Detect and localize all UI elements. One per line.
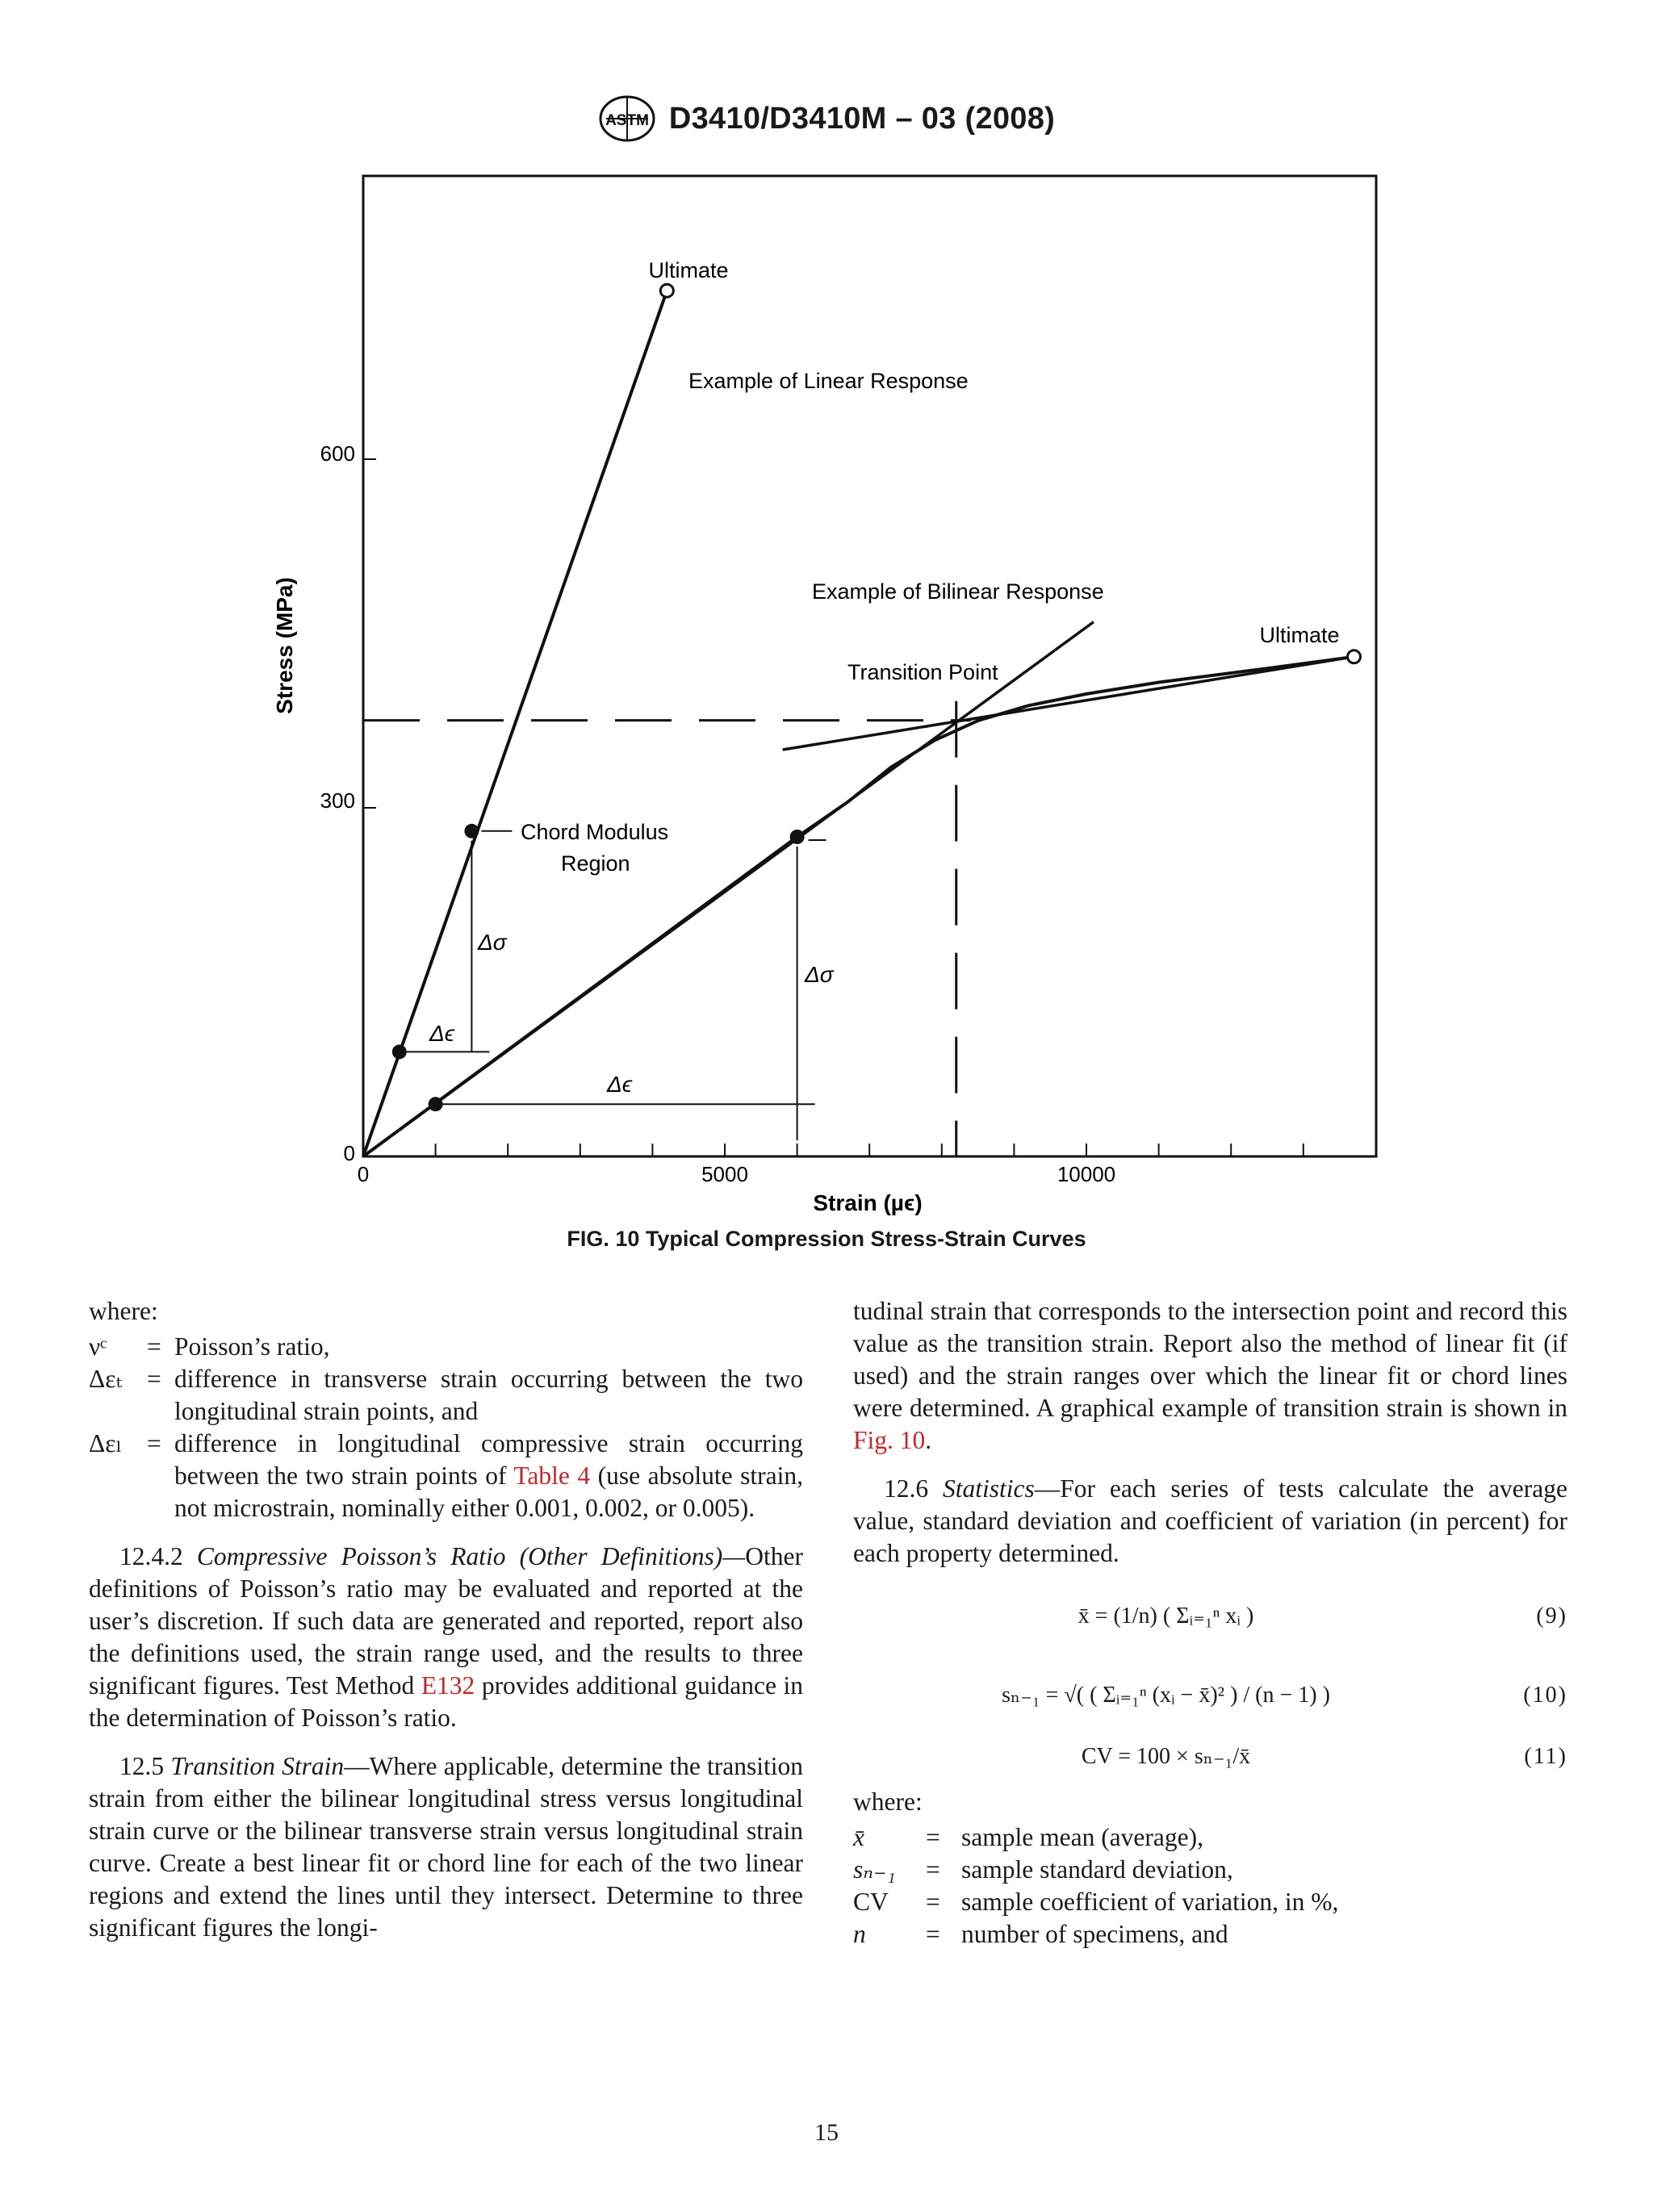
definition-transverse-strain — [89, 1363, 803, 1428]
equation-body: x̄ = (1/n) ( Σᵢ₌₁ⁿ xᵢ ) — [1078, 1604, 1254, 1629]
paragraph-text-b: . — [925, 1426, 932, 1454]
definition-text: difference in transverse strain occurring between the two longitudinal strain points, and — [174, 1365, 803, 1425]
delta-sigma-label-bilinear: Δσ — [805, 962, 834, 987]
definition-text — [174, 1428, 803, 1524]
y-tick-label-300: 300 — [320, 788, 355, 813]
delta-epsilon-label-linear: Δϵ — [429, 1021, 455, 1046]
symbol-nu-c: νᶜ — [89, 1332, 107, 1361]
definition-text: sample coefficient of variation, in %, — [961, 1888, 1339, 1916]
ultimate-point-marker — [1348, 650, 1361, 663]
equals-sign: = — [926, 1823, 940, 1851]
chord-region-label: Region — [561, 851, 630, 876]
equals-sign: = — [926, 1888, 940, 1916]
symbol-delta-eps-t: Δεₜ — [89, 1365, 123, 1393]
equation-9 — [853, 1586, 1567, 1649]
filled-data-point — [429, 1097, 443, 1111]
symbol-cv: CV — [853, 1888, 889, 1916]
filled-data-point — [392, 1044, 407, 1059]
section-number: 12.6 — [884, 1474, 943, 1503]
section-title: Statistics — [942, 1474, 1035, 1503]
fig-10-link[interactable]: Fig. 10 — [853, 1426, 926, 1454]
where-label: where: — [89, 1297, 158, 1325]
table-4-link[interactable]: Table 4 — [513, 1461, 591, 1490]
definition-text: Poisson’s ratio, — [174, 1332, 330, 1361]
paragraph-text-a: Other definitions of Poisson’s ratio may be evaluated and reported at the user’s discretion. If such data are generated and reported, report also the definitions used, the strain range used, and the results to three significant figures. Test Method — [89, 1542, 803, 1700]
transition-point-label: Transition Point — [847, 660, 998, 684]
definition-text: number of specimens, and — [961, 1920, 1228, 1948]
figure-caption: FIG. 10 Typical Compression Stress-Strain Curves — [567, 1227, 1086, 1251]
equals-sign: = — [147, 1365, 161, 1393]
section-title: Compressive Poisson’s Ratio (Other Definitions)— — [196, 1542, 746, 1570]
x-axis-label: Strain (µϵ) — [813, 1190, 923, 1215]
chord-modulus-label: Chord Modulus — [521, 820, 669, 844]
equals-sign: = — [147, 1332, 161, 1361]
paragraph-text: —For each series of tests calculate the average value, standard deviation and coefficient of variation (in percent) for each property determined. — [853, 1474, 1567, 1567]
delta-epsilon-label-bilinear: Δϵ — [607, 1072, 633, 1097]
data-markers — [392, 284, 1361, 1111]
paragraph-12-5 — [89, 1750, 803, 1944]
equation-11 — [853, 1736, 1567, 1786]
filled-data-point — [464, 824, 479, 838]
section-number: 12.5 — [119, 1752, 171, 1780]
x-tick-label-10000: 10000 — [1057, 1162, 1116, 1186]
definition-text: sample mean (average), — [961, 1823, 1203, 1851]
paragraph-12-5-continued — [853, 1295, 1567, 1457]
definition-text: sample standard deviation, — [961, 1855, 1233, 1884]
equals-sign: = — [926, 1920, 940, 1948]
right-column — [853, 1295, 1567, 1951]
paragraph-12-4-2 — [89, 1541, 803, 1734]
e132-link[interactable]: E132 — [421, 1671, 475, 1700]
paragraph-text-a: tudinal strain that corresponds to the intersection point and record this value as the transition strain. Report also the method of linear fit (if used) and the strain ranges over which the linear fit or chord lines were determined. A graphical example of transition strain is shown in — [853, 1297, 1567, 1422]
paragraph-12-6 — [853, 1473, 1567, 1570]
page-number: 15 — [814, 2119, 839, 2146]
definition-poisson — [89, 1331, 803, 1363]
section-title: Transition Strain — [170, 1752, 345, 1780]
equation-number: (11) — [1524, 1744, 1567, 1769]
equals-sign: = — [147, 1429, 161, 1457]
equation-number: (9) — [1536, 1604, 1567, 1629]
x-tick-label-5000: 5000 — [701, 1162, 748, 1186]
equation-number: (10) — [1523, 1683, 1567, 1708]
filled-data-point — [790, 830, 805, 844]
y-axis-label: Stress (MPa) — [272, 577, 297, 714]
bilinear-response-label: Example of Bilinear Response — [812, 579, 1104, 604]
ultimate-point-marker — [660, 284, 673, 297]
delta-sigma-label-linear: Δσ — [478, 930, 507, 955]
definition-std-dev — [853, 1854, 1567, 1886]
symbol-s-n-1: sₙ₋₁ — [853, 1855, 896, 1884]
left-column — [89, 1295, 803, 1960]
definition-mean — [853, 1821, 1567, 1854]
astm-logo-text: ASTM — [605, 112, 649, 129]
linear-response-line — [363, 291, 667, 1156]
paragraph-text: —Where applicable, determine the transition strain from either the bilinear longitudinal stress versus longitudinal strain curve or the bilinear transverse strain versus longitudinal strain curve. Create a best linear fit or chord line for each of the two linear regions and extend the lines until they intersect. Determine to three significant figures the longi- — [89, 1752, 804, 1942]
symbol-delta-eps-l: Δεₗ — [89, 1429, 123, 1457]
ultimate-label-linear: Ultimate — [648, 258, 729, 282]
section-number: 12.4.2 — [119, 1542, 197, 1570]
equation-10 — [853, 1649, 1567, 1736]
y-tick-label-0: 0 — [343, 1141, 355, 1165]
symbol-n: n — [853, 1920, 866, 1948]
definition-text-a: difference in longitudinal compressive strain occurring between the two strain points of — [174, 1429, 803, 1490]
where-label: where: — [853, 1788, 923, 1816]
definition-n — [853, 1918, 1567, 1951]
symbol-x-bar: x̄ — [853, 1823, 864, 1851]
paragraph-text-b: provides additional guidance in the determination of Poisson’s ratio. — [89, 1671, 803, 1732]
ultimate-label-bilinear: Ultimate — [1259, 623, 1340, 647]
linear-response-label: Example of Linear Response — [688, 369, 969, 393]
x-tick-label-0: 0 — [357, 1162, 370, 1186]
equation-body: sₙ₋₁ = √( ( Σᵢ₌₁ⁿ (xᵢ − x̄)² ) / (n − 1) ) — [1002, 1683, 1330, 1708]
definition-text-b: (use absolute strain, not microstrain, nominally either 0.001, 0.002, or 0.005). — [174, 1461, 803, 1522]
equation-body: CV = 100 × sₙ₋₁/x̄ — [1081, 1744, 1251, 1769]
y-tick-label-600: 600 — [320, 441, 355, 466]
definition-cv — [853, 1886, 1567, 1918]
data-lines — [363, 291, 1354, 1156]
definition-longitudinal-strain — [89, 1428, 803, 1524]
standard-designation: D3410/D3410M – 03 (2008) — [668, 101, 1056, 136]
chart-labels — [272, 258, 1340, 1215]
equals-sign: = — [926, 1855, 940, 1884]
